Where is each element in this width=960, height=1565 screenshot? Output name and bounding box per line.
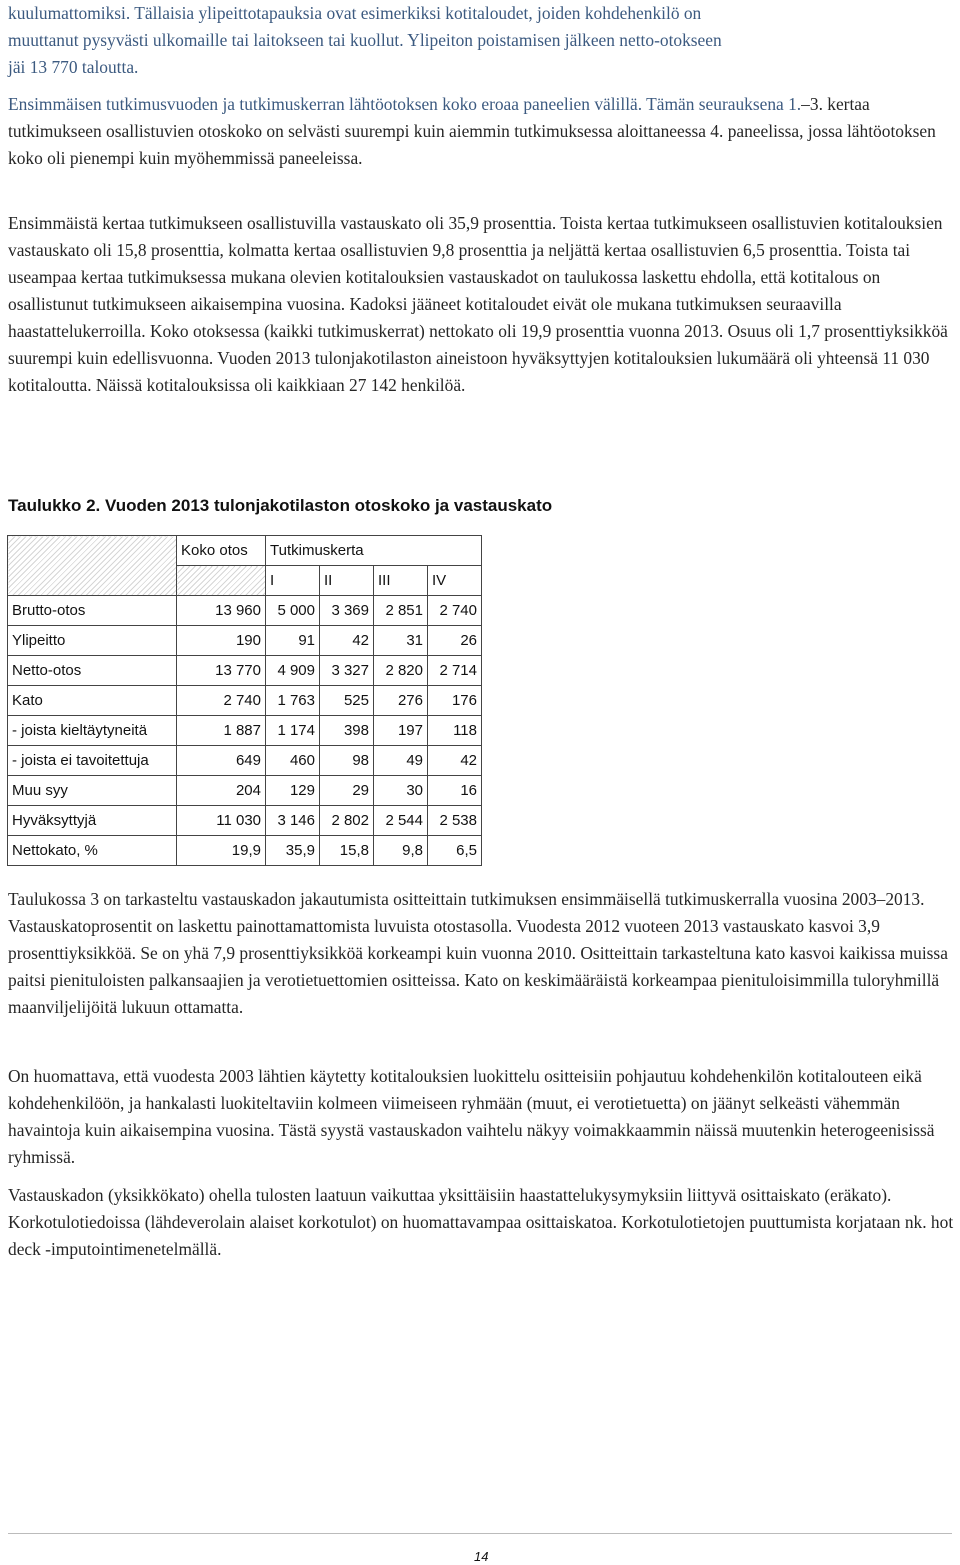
column-header-koko-otos: Koko otos [177,536,266,566]
paragraph-sample-size-part-1: Ensimmäisen tutkimusvuoden ja tutkimuskerran lähtöotoksen koko eroaa paneelien välillä. Tämän seurauksena 1. [8,94,802,114]
table-cell: 649 [177,746,266,776]
column-header-kerta-1: I [266,566,320,596]
table-row [8,746,482,776]
table-cell: 460 [266,746,320,776]
column-header-tutkimuskerta: Tutkimuskerta [266,536,482,566]
table-cell: 129 [266,776,320,806]
table-cell: 276 [374,686,428,716]
paragraph-intro [8,0,956,81]
table-cell: 204 [177,776,266,806]
table-cell: 2 820 [374,656,428,686]
paragraph-sample-size-part-2: –3. kertaa tutkimukseen osallistuvien otoskoko on selvästi suurempi kuin aiemmin tutkimuksessa aloittaneessa 4. paneelissa, jossa lähtöotoksen koko oli pienempi kuin myöhemmissä paneeleissa. [8,94,936,168]
table-cell: 197 [374,716,428,746]
table-cell: 11 030 [177,806,266,836]
table-cell: 35,9 [266,836,320,866]
table-row [8,806,482,836]
table-cell: 42 [320,626,374,656]
table-cell: 4 909 [266,656,320,686]
table-cell: 30 [374,776,428,806]
table-row [8,626,482,656]
table-cell: 13 960 [177,596,266,626]
paragraph-sample-size [8,91,956,172]
column-header-kerta-4: IV [428,566,482,596]
footer-divider [8,1533,952,1534]
paragraph-classification-note: On huomattava, että vuodesta 2003 lähtien käytetty kotitalouksien luokittelu ositteisiin pohjautuu kohdehenkilön kotitalouteen eikä kohdehenkilöön, ja hankalasti luokiteltaviin kolmeen viimeiseen ryhmään (muut, ei verotietuetta) on jäänyt selkeästi vähemmän havaintoja kuin aikaisempina vuosina. Tästä syystä vastauskadon vaihtelu näkyy voimakkaammin näissä muutenkin heterogeenisissä ryhmissä. [8,1066,935,1167]
table-cell: 6,5 [428,836,482,866]
table-cell: 2 802 [320,806,374,836]
row-label: Netto-otos [8,656,177,686]
table-cell: 2 851 [374,596,428,626]
column-header-kerta-2: II [320,566,374,596]
table-row [8,656,482,686]
table-cell: 15,8 [320,836,374,866]
row-label: Muu syy [8,776,177,806]
table-cell: 3 146 [266,806,320,836]
table-corner-cell [8,536,177,596]
paragraph-intro-line-1: kuulumattomiksi. Tällaisia ylipeittotapauksia ovat esimerkiksi kotitaloudet, joiden kohdehenkilö on [8,3,702,23]
table-cell: 2 544 [374,806,428,836]
row-label: Brutto-otos [8,596,177,626]
table-row [8,776,482,806]
table-row [8,836,482,866]
paragraph-response-loss: Ensimmäistä kertaa tutkimukseen osallistuvilla vastauskato oli 35,9 prosenttia. Toista kertaa tutkimukseen osallistuvien kotitalouksien vastauskato oli 15,8 prosenttia, kolmatta kertaa osallistuvien 9,8 prosenttia ja neljättä kertaa osallistuvien 6,5 prosenttia. Toista tai useampaa kertaa tutkimuksessa mukana olevien kotitalouksien vastauskadot on taulukossa laskettu ehdolla, että kotitalous on osallistunut tutkimukseen aikaisempina vuosina. Kadoksi jääneet kotitaloudet eivät ole mukana tutkimuksen seuraavilla haastattelukerroilla. Koko otoksessa (kaikki tutkimuskerrat) nettokato oli 19,9 prosenttia vuonna 2013. Osuus oli 1,7 prosenttiyksikköä suurempi kuin edellisvuonna. Vuoden 2013 tulonjakotilaston aineistoon hyväksyttyjen kotitalouksien lukumäärä oli yhteensä 11 030 kotitaloutta. Näissä kotitalouksissa oli kaikkiaan 27 142 henkilöä. [8,213,948,395]
table-row [8,686,482,716]
table-cell: 42 [428,746,482,776]
table-cell: 2 740 [177,686,266,716]
table-row [8,716,482,746]
table-cell: 398 [320,716,374,746]
paragraph-item-nonresponse: Vastauskadon (yksikkökato) ohella tulosten laatuun vaikuttaa yksittäisiin haastattelukysymyksiin liittyvä osittaiskato (eräkato). Korkotulotiedoissa (lähdeverolain alaiset korkotulot) on huomattavampaa osittaiskatoa. Korkotulotietojen puuttumista korjataan nk. hot deck -imputointimenetelmällä. [8,1185,954,1259]
table-caption: Taulukko 2. Vuoden 2013 tulonjakotilaston otoskoko ja vastauskato [8,496,553,515]
table-cell: 1 174 [266,716,320,746]
row-label: Kato [8,686,177,716]
table-cell: 3 369 [320,596,374,626]
sample-size-table [7,535,482,866]
table-cell: 13 770 [177,656,266,686]
table-header-row [8,536,482,566]
paragraph-intro-line-3: jäi 13 770 taloutta. [8,57,139,77]
table-cell: 29 [320,776,374,806]
row-label: Ylipeitto [8,626,177,656]
paragraph-table3-description: Taulukossa 3 on tarkasteltu vastauskadon jakautumista ositteittain tutkimuksen ensimmäisellä tutkimuskerralla vuosina 2003–2013. Vastauskatoprosentit on laskettu painottamattomista luvuista otostasolla. Vuodesta 2012 vuoteen 2013 vastauskato kasvoi 3,9 prosenttiyksikköä. Se on yhä 7,9 prosenttiyksikköä korkeampi kuin vuonna 2010. Ositteittain tarkasteltuna kato kasvoi kaikissa muissa paitsi pienituloisten palkansaajien ja verotietuettomien ositteissa. Kato on keskimääräistä korkeampaa pienituloisimmilla tuloryhmillä maanviljelijöitä lukuun ottamatta. [8,889,948,1017]
table-cell: 190 [177,626,266,656]
paragraph-intro-line-2: muuttanut pysyvästi ulkomaille tai laitokseen tai kuollut. Ylipeiton poistamisen jälkeen netto-otokseen [8,30,722,50]
table-cell: 2 538 [428,806,482,836]
table-cell: 26 [428,626,482,656]
table-cell: 3 327 [320,656,374,686]
row-label: - joista ei tavoitettuja [8,746,177,776]
table-cell: 19,9 [177,836,266,866]
table-cell: 1 763 [266,686,320,716]
table-cell: 5 000 [266,596,320,626]
table-hatched-cell [177,566,266,596]
table-cell: 98 [320,746,374,776]
row-label: Hyväksyttyjä [8,806,177,836]
table-cell: 2 740 [428,596,482,626]
table-cell: 9,8 [374,836,428,866]
column-header-kerta-3: III [374,566,428,596]
table-row [8,596,482,626]
row-label: Nettokato, % [8,836,177,866]
table-cell: 91 [266,626,320,656]
table-cell: 2 714 [428,656,482,686]
table-cell: 1 887 [177,716,266,746]
page-number: 14 [474,1549,489,1564]
table-cell: 118 [428,716,482,746]
table-cell: 525 [320,686,374,716]
table-cell: 176 [428,686,482,716]
table-cell: 31 [374,626,428,656]
row-label: - joista kieltäytyneitä [8,716,177,746]
table-cell: 16 [428,776,482,806]
table-cell: 49 [374,746,428,776]
